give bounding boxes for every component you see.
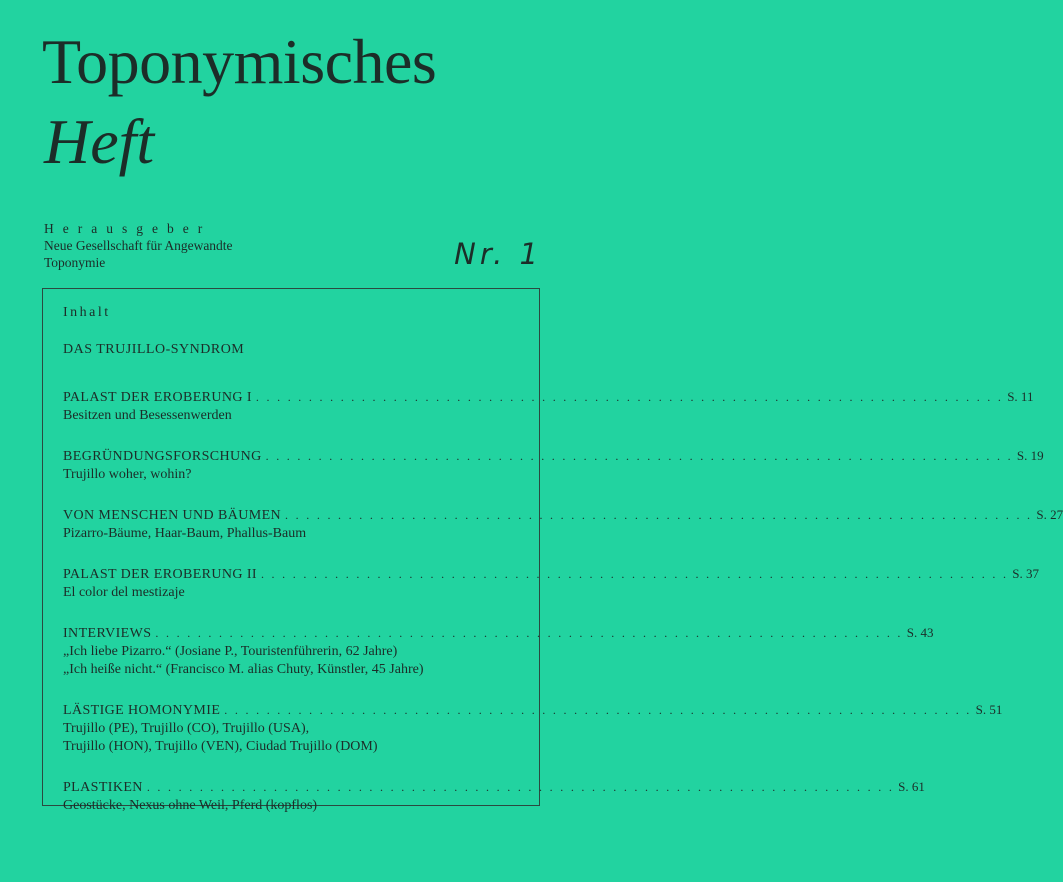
toc-entry-subtitle: Trujillo (HON), Trujillo (VEN), Ciudad Trujillo (DOM): [63, 739, 378, 754]
toc-heading: Inhalt: [63, 305, 111, 320]
publisher-label: Herausgeber: [44, 221, 212, 236]
publisher-name-line2: Toponymie: [44, 255, 106, 270]
publisher-name-line1: Neue Gesellschaft für Angewandte: [44, 238, 233, 253]
toc-entry-page: S. 43: [906, 625, 934, 640]
toc-entry-page: S. 27: [1036, 507, 1063, 522]
toc-entry-title: PLASTIKEN: [63, 780, 143, 795]
toc-entry-subtitle: Trujillo (PE), Trujillo (CO), Trujillo (USA),: [63, 721, 310, 736]
toc-entry: [63, 447, 1044, 484]
toc-entry-subtitle: Geostücke, Nexus ohne Weil, Pferd (kopflos): [63, 798, 318, 813]
toc-leader-dots: . . . . . . . . . . . . . . . . . . . . . . . . . . . . . . . . . . . . . . . . . . . . . . . . . . . . . . . . . . . . . . . . . . . . . . .: [255, 390, 1004, 404]
toc-entry-title: PALAST DER EROBERUNG II: [63, 567, 257, 582]
cover-title: Toponymisches: [42, 26, 437, 97]
issue-number: Nr. 1: [454, 237, 542, 271]
toc-entry-page: S. 61: [898, 779, 925, 794]
toc-entry-title: LÄSTIGE HOMONYMIE: [63, 703, 221, 718]
toc-entry-subtitle: Trujillo woher, wohin?: [63, 467, 192, 482]
toc-leader-dots: . . . . . . . . . . . . . . . . . . . . . . . . . . . . . . . . . . . . . . . . . . . . . . . . . . . . . . . . . . . . . . . . . . . . . . .: [146, 780, 895, 794]
toc-entry-subtitle: Besitzen und Besessenwerden: [63, 408, 232, 423]
table-of-contents: [42, 288, 1063, 813]
toc-section-title: DAS TRUJILLO-SYNDROM: [63, 342, 245, 357]
toc-entry: [63, 778, 925, 815]
toc-leader-dots: . . . . . . . . . . . . . . . . . . . . . . . . . . . . . . . . . . . . . . . . . . . . . . . . . . . . . . . . . . . . . . . . . . . . . . .: [155, 626, 903, 640]
toc-entry: [63, 565, 1039, 602]
toc-entry: [63, 701, 1003, 756]
toc-entry-subtitle: Pizarro-Bäume, Haar-Baum, Phallus-Baum: [63, 526, 307, 541]
toc-entry-page: S. 19: [1016, 448, 1044, 463]
toc-leader-dots: . . . . . . . . . . . . . . . . . . . . . . . . . . . . . . . . . . . . . . . . . . . . . . . . . . . . . . . . . . . . . . . . . . . . . . .: [224, 703, 972, 717]
cover-title-subtitle: Heft: [44, 106, 155, 177]
toc-entry-subtitle: „Ich liebe Pizarro.“ (Josiane P., Touristenführerin, 62 Jahre): [63, 644, 398, 659]
toc-entry: [63, 506, 1063, 543]
toc-leader-dots: . . . . . . . . . . . . . . . . . . . . . . . . . . . . . . . . . . . . . . . . . . . . . . . . . . . . . . . . . . . . . . . . . . . . . . .: [260, 567, 1009, 581]
toc-entry: [63, 388, 1034, 425]
publisher-block: [44, 220, 233, 271]
toc-entries: [63, 388, 1063, 837]
toc-entry-page: S. 51: [975, 702, 1003, 717]
toc-entry-title: VON MENSCHEN UND BÄUMEN: [63, 508, 282, 523]
toc-entry-page: S. 37: [1012, 566, 1039, 581]
toc-entry-page: S. 11: [1007, 389, 1034, 404]
toc-leader-dots: . . . . . . . . . . . . . . . . . . . . . . . . . . . . . . . . . . . . . . . . . . . . . . . . . . . . . . . . . . . . . . . . . . . . . . .: [265, 449, 1013, 463]
toc-entry-title: INTERVIEWS: [63, 626, 152, 641]
toc-entry-title: PALAST DER EROBERUNG I: [63, 390, 252, 405]
toc-entry-subtitle: „Ich heiße nicht.“ (Francisco M. alias Chuty, Künstler, 45 Jahre): [63, 662, 424, 677]
toc-entry-subtitle: El color del mestizaje: [63, 585, 185, 600]
toc-entry-title: BEGRÜNDUNGSFORSCHUNG: [63, 449, 262, 464]
toc-leader-dots: . . . . . . . . . . . . . . . . . . . . . . . . . . . . . . . . . . . . . . . . . . . . . . . . . . . . . . . . . . . . . . . . . . . . . . .: [285, 508, 1033, 522]
toc-entry: [63, 624, 934, 679]
